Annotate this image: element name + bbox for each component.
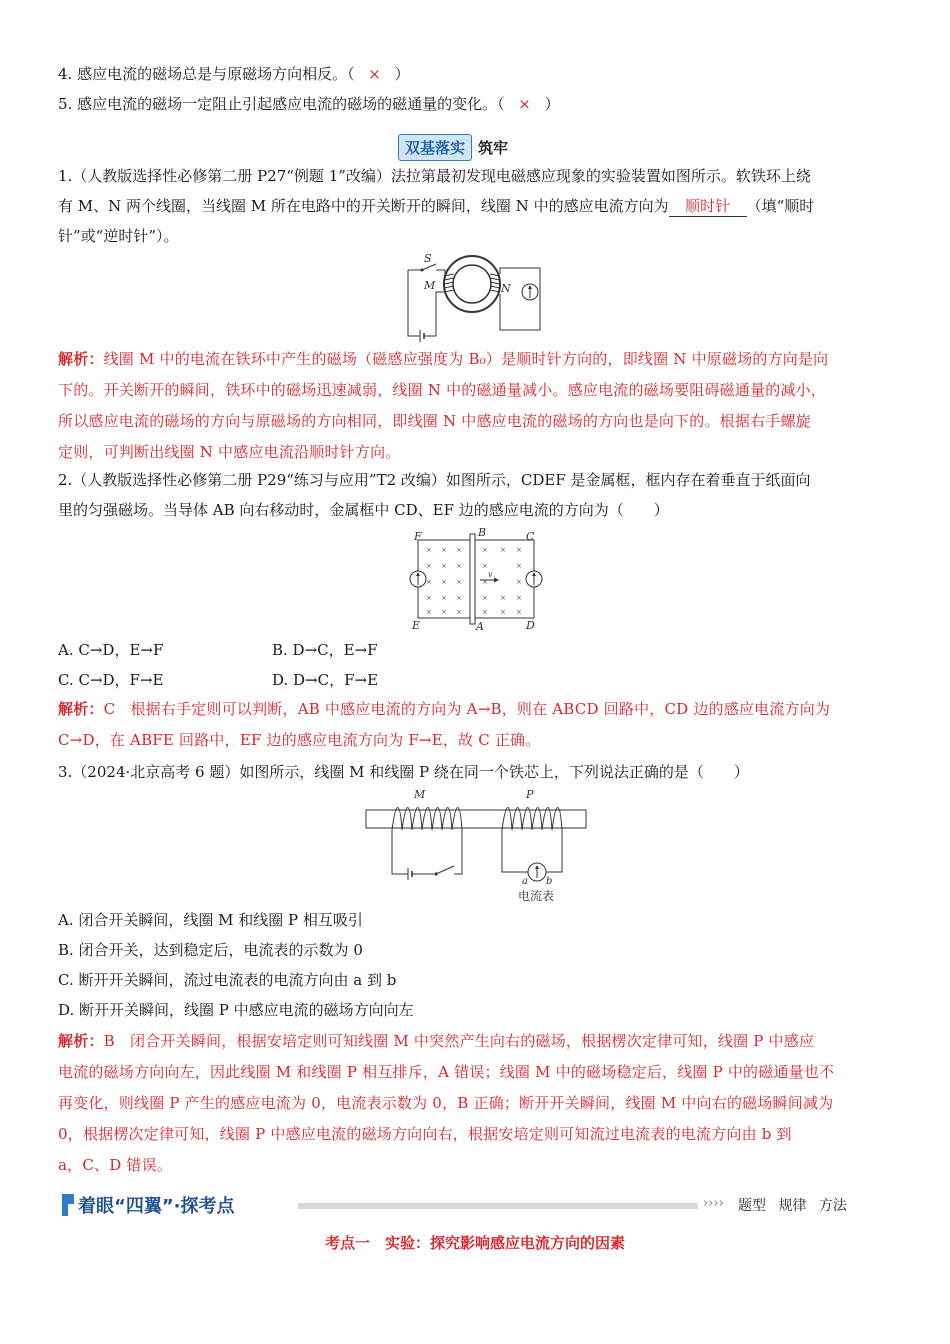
label-b: B — [478, 528, 487, 539]
label-c: C — [526, 530, 535, 543]
svg-text:×: × — [426, 546, 432, 554]
q1-answer: 顺时针 — [669, 196, 747, 217]
banner-tags: 题型 规律 方法 — [738, 1198, 847, 1214]
svg-text:×: × — [482, 594, 488, 602]
svg-text:×: × — [516, 578, 522, 586]
q3-option-b: B. 闭合开关，达到稳定后，电流表的示数为 0 — [58, 941, 363, 959]
svg-text:×: × — [441, 578, 447, 586]
label-a: a — [522, 876, 528, 887]
analysis-label: 解析： — [58, 1032, 104, 1050]
label-p: P — [526, 788, 534, 801]
wrong-mark: × — [518, 95, 531, 113]
q2-option-c: C. C→D，F→E — [58, 671, 164, 689]
banner-divider — [298, 1203, 698, 1209]
label-v: v — [488, 570, 493, 579]
svg-text:×: × — [426, 608, 432, 616]
q2-line-1: 2.（人教版选择性必修第二册 P29“练习与应用”T2 改编）如图所示，CDEF 是金属框，框内存在着垂直于纸面向 — [58, 471, 811, 489]
svg-text:×: × — [482, 562, 488, 570]
section-banner-exam-points — [58, 1190, 888, 1222]
coil-p — [502, 808, 562, 831]
q1-figure-iron-ring — [400, 252, 550, 344]
meter-caption: 电流表 — [518, 889, 555, 903]
q3-option-d: D. 断开开关瞬间，线圈 P 中感应电流的磁场方向向左 — [58, 1001, 414, 1019]
q1-analysis: 解析：线圈 M 中的电流在铁环中产生的磁场（磁感应强度为 B₀）是顺时针方向的，即线圈 N 中原磁场的方向是向 下的。开关断开的瞬间，铁环中的磁场迅速减弱，线圈 N 中的磁通量减小。感应电流的磁场要阻碍磁通量的减小， 所以感应电流的磁场的方向与原磁场的方向相同，即线圈 N 中感应电流的磁场的方向也是向下的。根据右手螺旋 定则，可判断出线圈 N 中感应电流沿顺时针方向。 — [58, 350, 829, 461]
q2-analysis: 解析：C 根据右手定则可以判断，AB 中感应电流的方向为 A→B，则在 ABCD 回路中，CD 边的感应电流方向为 C→D，在 ABFE 回路中，EF 边的感应电流方向为 F→E，故 C 正确。 — [58, 700, 831, 749]
svg-text:×: × — [456, 594, 462, 602]
label-b: b — [546, 876, 553, 887]
analysis-label: 解析： — [58, 350, 104, 368]
svg-text:×: × — [500, 546, 506, 554]
wrong-mark: × — [368, 65, 381, 83]
svg-text:×: × — [482, 546, 488, 554]
svg-text:×: × — [426, 594, 432, 602]
svg-text:×: × — [456, 578, 462, 586]
coil-m — [392, 808, 462, 831]
label-s: S — [424, 252, 432, 265]
svg-text:×: × — [456, 546, 462, 554]
banner-corner-icon — [58, 1190, 78, 1220]
svg-text:×: × — [516, 546, 522, 554]
label-f: F — [414, 530, 422, 543]
chevrons-icon: ›››› — [703, 1196, 724, 1211]
rod-ab — [470, 534, 475, 624]
svg-text:×: × — [456, 562, 462, 570]
label-a: A — [476, 620, 484, 632]
svg-text:×: × — [482, 608, 488, 616]
banner-text: 筑牢 — [478, 138, 509, 157]
svg-text:×: × — [426, 562, 432, 570]
analysis-label: 解析： — [58, 700, 104, 718]
banner-title: 着眼“四翼”·探考点 — [78, 1196, 235, 1217]
section-title: 考点一 实验：探究影响感应电流方向的因素 — [324, 1234, 625, 1252]
q3-option-a: A. 闭合开关瞬间，线圈 M 和线圈 P 相互吸引 — [58, 911, 363, 929]
svg-text:×: × — [516, 594, 522, 602]
statement-5: 5. 感应电流的磁场一定阻止引起感应电流的磁场的磁通量的变化。（ × ） — [58, 95, 560, 113]
svg-text:×: × — [500, 608, 506, 616]
label-e: E — [412, 619, 421, 632]
iron-ring-inner — [453, 265, 491, 303]
svg-text:×: × — [441, 562, 447, 570]
svg-text:×: × — [456, 608, 462, 616]
label-n: N — [501, 282, 511, 295]
section-banner-basics — [398, 134, 508, 160]
q2-line-2: 里的匀强磁场。当导体 AB 向右移动时，金属框中 CD、EF 边的感应电流的方向为（ ） — [58, 501, 669, 519]
switch-pivot — [421, 269, 424, 272]
q2-option-d: D. D→C，F→E — [272, 671, 379, 689]
svg-text:×: × — [516, 562, 522, 570]
q3-figure-coils — [362, 786, 590, 906]
q1-line-2: 有 M、N 两个线圈，当线圈 M 所在电路中的开关断开的瞬间，线圈 N 中的感应电流方向为 顺时针 （填“顺时 — [58, 197, 815, 215]
banner-tag: 双基落实 — [398, 134, 472, 161]
label-m: M — [414, 788, 426, 801]
label-d: D — [526, 619, 535, 632]
svg-text:×: × — [500, 594, 506, 602]
q1-line-3: 针”或“逆时针”）。 — [58, 227, 179, 245]
q1-line-1: 1.（人教版选择性必修第二册 P27“例题 1”改编）法拉第最初发现电磁感应现象的实验装置如图所示。软铁环上绕 — [58, 167, 811, 185]
svg-text:×: × — [516, 608, 522, 616]
q2-option-a: A. C→D，E→F — [58, 641, 164, 659]
svg-text:×: × — [482, 578, 488, 586]
svg-text:×: × — [441, 546, 447, 554]
label-m: M — [424, 279, 436, 292]
svg-text:×: × — [426, 578, 432, 586]
q3-option-c: C. 断开开关瞬间，流过电流表的电流方向由 a 到 b — [58, 971, 397, 989]
q2-option-b: B. D→C，E→F — [272, 641, 378, 659]
svg-text:×: × — [441, 608, 447, 616]
statement-4: 4. 感应电流的磁场总是与原磁场方向相反。（ × ） — [58, 65, 410, 83]
q2-figure-metal-frame — [404, 528, 544, 632]
q3-analysis: 解析：B 闭合开关瞬间，根据安培定则可知线圈 M 中突然产生向右的磁场，根据楞次定律可知，线圈 P 中感应 电流的磁场方向向左，因此线圈 M 和线圈 P 相互排斥，A 错误；线圈 M 中的磁场稳定后，线圈 P 中的磁通量也不 再变化，则线圈 P 产生的感应电流为 0，电流表示数为 0，B 正确；断开开关瞬间，线圈 M 中向右的磁场瞬间减为 0，根据楞次定律可知，线圈 P 中感应电流的磁场方向向右，根据安培定则可知流过电流表的电流方向由 b 到 a，C、D 错误。 — [58, 1032, 835, 1174]
q3-line-1: 3.（2024·北京高考 6 题）如图所示，线圈 M 和线圈 P 绕在同一个铁芯上，下列说法正确的是（ ） — [58, 763, 749, 781]
svg-text:×: × — [441, 594, 447, 602]
